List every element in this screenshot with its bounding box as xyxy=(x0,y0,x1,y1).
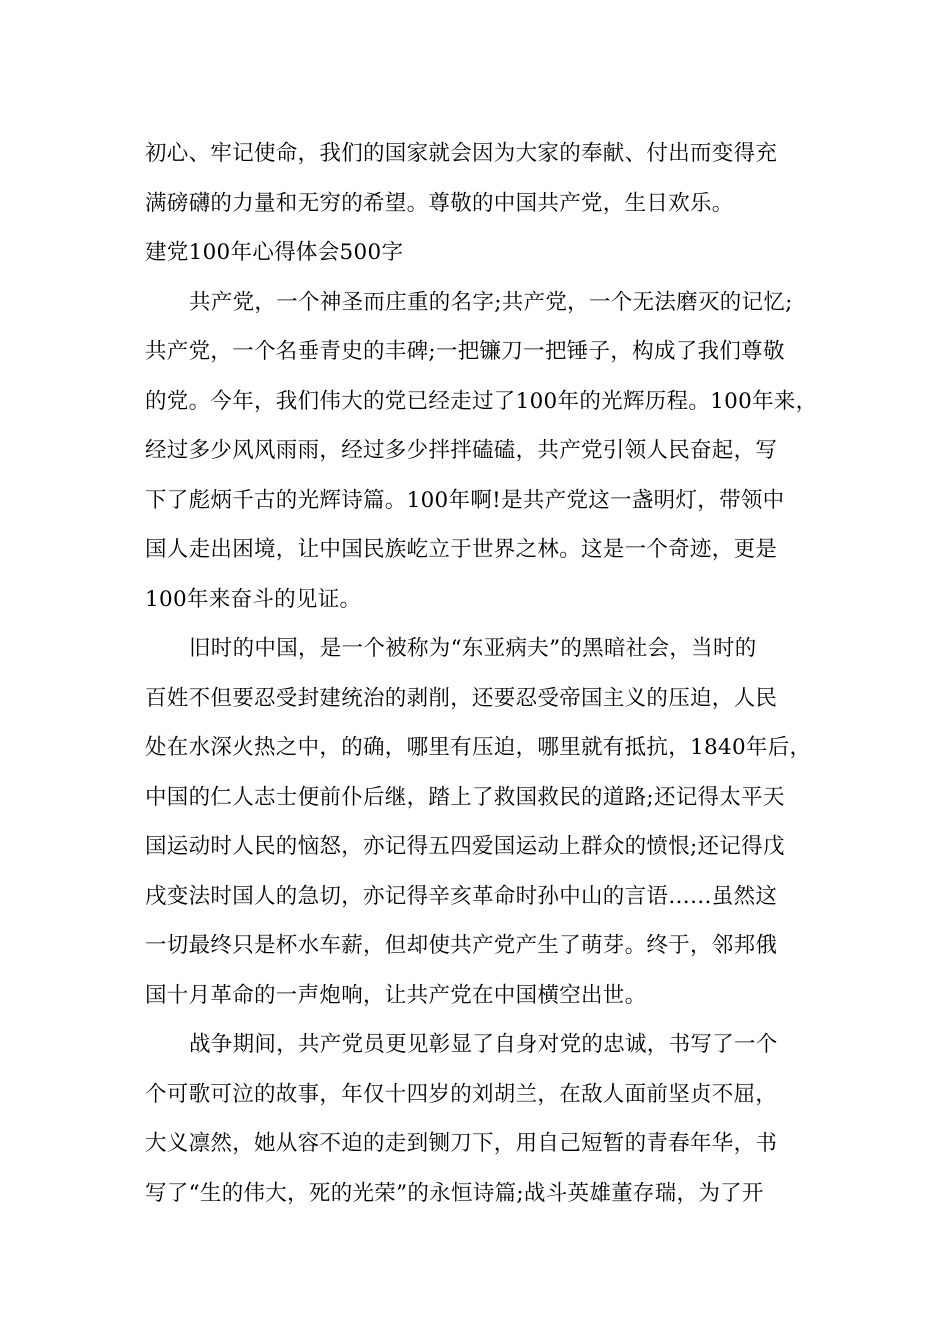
text-line: 的党。今年，我们伟大的党已经走过了100年的光辉历程。100年来， xyxy=(145,388,818,414)
text-line: 国人走出困境，让中国民族屹立于世界之林。这是一个奇迹，更是 xyxy=(145,537,778,562)
text-line: 共产党，一个名垂青史的丰碑;一把镰刀一把锤子，构成了我们尊敬 xyxy=(145,339,785,364)
paragraph-first-line: 共产党，一个神圣而庄重的名字;共产党，一个无法磨灭的记忆; xyxy=(189,289,793,315)
paragraph-first-line: 旧时的中国，是一个被称为“东亚病夫”的黑暗社会，当时的 xyxy=(189,636,757,661)
text-line: 中国的仁人志士便前仆后继，踏上了救国救民的道路;还记得太平天 xyxy=(145,784,785,810)
text-line: 个可歌可泣的故事，年仅十四岁的刘胡兰，在敌人面前坚贞不屈， xyxy=(145,1081,778,1107)
text-line: 经过多少风风雨雨，经过多少拌拌磕磕，共产党引领人民奋起，写 xyxy=(145,438,778,463)
document-body xyxy=(145,129,818,1218)
text-line: 初心、牢记使命，我们的国家就会因为大家的奉献、付出而变得充 xyxy=(145,141,778,166)
text-line: 戌变法时国人的急切，亦记得辛亥革命时孙中山的言语……虽然这 xyxy=(145,883,778,909)
text-line: 100年来奋斗的见证。 xyxy=(145,586,362,612)
text-line: 下了彪炳千古的光辉诗篇。100年啊!是共产党这一盏明灯，带领中 xyxy=(145,487,785,513)
text-line: 满磅礴的力量和无穷的希望。尊敬的中国共产党，生日欢乐。 xyxy=(145,190,734,216)
text-line: 国十月革命的一声炮响，让共产党在中国横空出世。 xyxy=(145,982,647,1008)
text-line: 一切最终只是杯水车薪，但却使共产党产生了萌芽。终于，邻邦俄 xyxy=(145,933,778,958)
text-line: 百姓不但要忍受封建统治的剥削，还要忍受帝国主义的压迫，人民 xyxy=(145,685,778,711)
text-line: 写了“生的伟大，死的光荣”的永恒诗篇;战斗英雄董存瑞，为了开 xyxy=(145,1180,764,1206)
text-line: 大义凛然，她从容不迫的走到铡刀下，用自己短暂的青春年华，书 xyxy=(145,1131,778,1156)
text-line: 处在水深火热之中，的确，哪里有压迫，哪里就有抵抗，1840年后， xyxy=(145,735,812,760)
paragraph-first-line: 战争期间，共产党员更见彰显了自身对党的忠诚，书写了一个 xyxy=(189,1032,778,1057)
text-line: 国运动时人民的恼怒，亦记得五四爱国运动上群众的愤恨;还记得戊 xyxy=(145,834,785,859)
section-heading: 建党100年心得体会500字 xyxy=(145,240,404,265)
